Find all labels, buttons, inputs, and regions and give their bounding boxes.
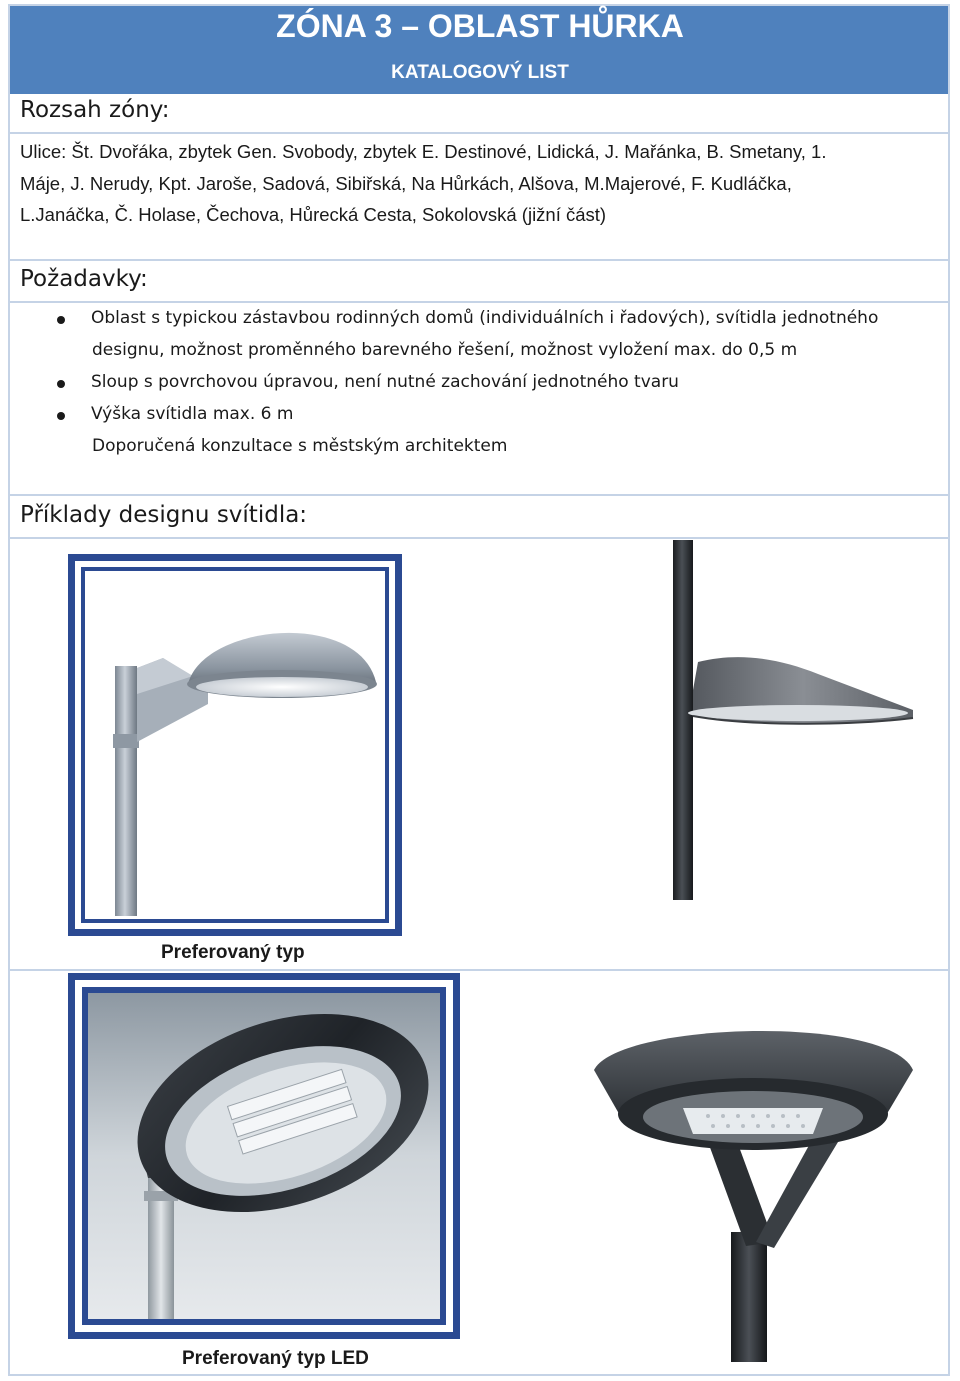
bullet-icon	[57, 412, 65, 420]
round-led-luminaire-photo	[68, 973, 460, 1339]
requirement-note: Doporučená konzultace s městským architektem	[92, 436, 508, 456]
requirement-item-2: Sloup s povrchovou úpravou, není nutné zachování jednotného tvaru	[91, 372, 679, 392]
divider	[8, 259, 950, 261]
page-subtitle: KATALOGOVÝ LIST	[391, 62, 569, 83]
caption-preferred-led-type: Preferovaný typ LED	[182, 1348, 369, 1369]
divider	[8, 537, 950, 539]
divider	[8, 494, 950, 496]
bullet-icon	[57, 380, 65, 388]
requirement-item-1-line-1: Oblast s typickou zástavbou rodinných domů (individuálních i řadových), svítidla jednotného	[91, 308, 879, 328]
street-list	[20, 136, 940, 231]
examples-heading: Příklady designu svítidla:	[20, 502, 308, 528]
caption-preferred-type: Preferovaný typ	[161, 942, 305, 963]
street-line-3: L.Janáčka, Č. Holase, Čechova, Hůrecká Cesta, Sokolovská (jižní část)	[20, 204, 607, 225]
disc-luminaire-photo	[668, 540, 920, 900]
dome-luminaire-photo	[68, 554, 402, 936]
street-line-1: Ulice: Št. Dvořáka, zbytek Gen. Svobody, zbytek E. Destinové, Lidická, J. Mařánka, B. Smetany, 1.	[20, 141, 827, 162]
divider	[8, 301, 950, 303]
requirement-item-3: Výška svítidla max. 6 m	[91, 404, 294, 424]
scope-heading: Rozsah zóny:	[20, 97, 170, 123]
dark-round-led-luminaire-photo	[588, 1012, 918, 1362]
page-title: ZÓNA 3 – OBLAST HŮRKA	[276, 8, 684, 44]
requirement-item-1-line-2: designu, možnost proměnného barevného řešení, možnost vyložení max. do 0,5 m	[92, 340, 798, 360]
bullet-icon	[57, 316, 65, 324]
street-line-2: Máje, J. Nerudy, Kpt. Jaroše, Sadová, Sibiřská, Na Hůrkách, Alšova, M.Majerové, F. Kudláčka,	[20, 172, 792, 194]
divider	[8, 969, 950, 971]
requirements-heading: Požadavky:	[20, 266, 148, 292]
divider	[8, 132, 950, 134]
